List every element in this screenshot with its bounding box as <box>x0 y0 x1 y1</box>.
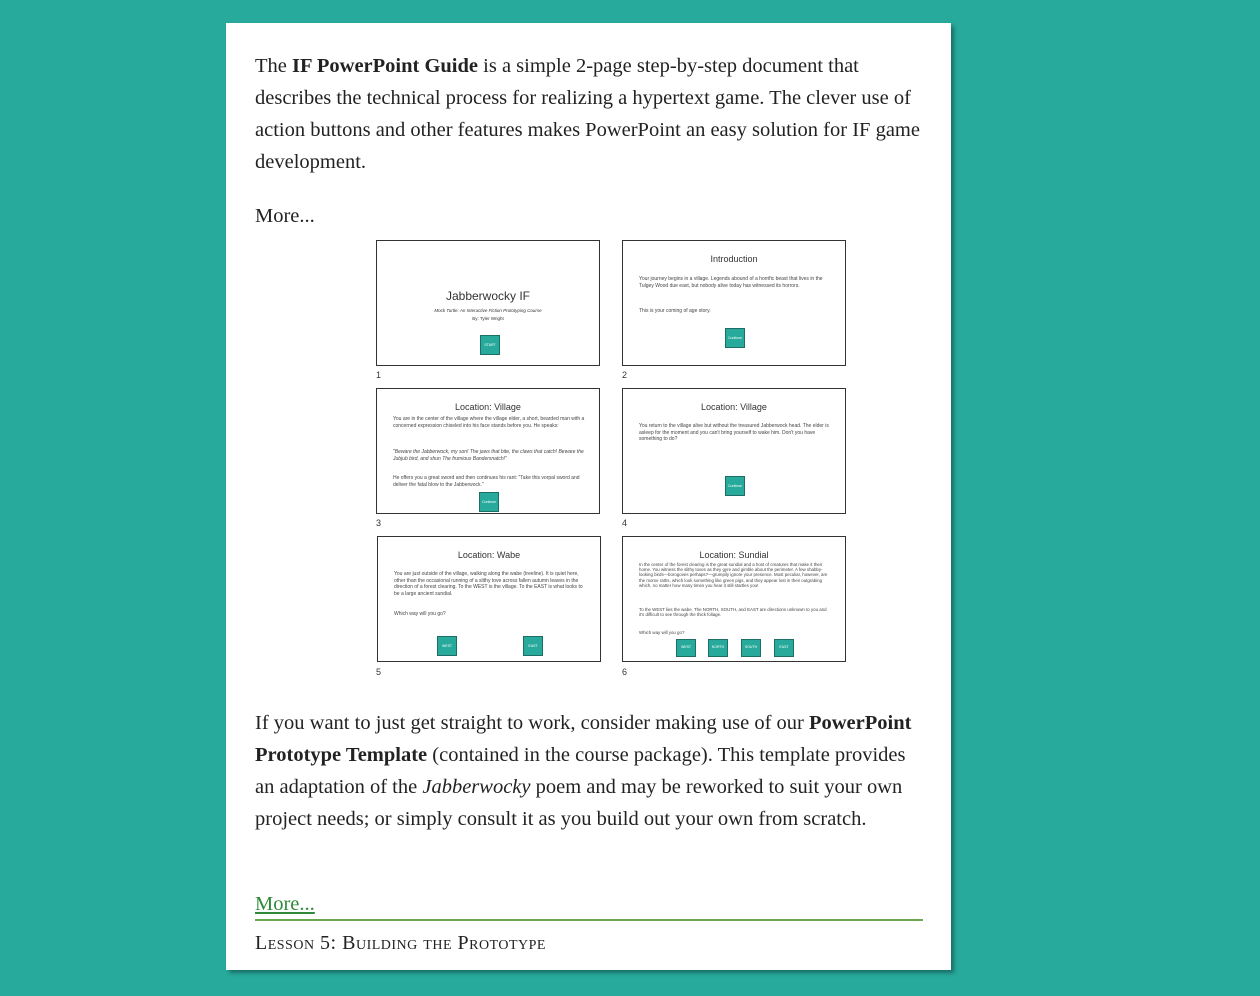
slide-text: Your journey begins in a village. Legends abound of a horrific beast that lives in the Tulgey Wood due east, but nobody alive today has witnessed its horrors. <box>639 276 823 289</box>
west-button[interactable]: WEST <box>437 636 457 656</box>
slide-thumbnail-3[interactable] <box>376 388 600 514</box>
slide-text: In the center of the forest clearing is the great sundial and a host of creatures that make it their home. You witness the slithy toves as they gyre and gimble about the perimeter. A few shabby-looking birds—borogoves perhaps?—grumpily ignore your presence. Most peculiar, however, are the mome raths, which look something like green pigs, and they appear lost in their outgrabing which, no matter how many times you hear it still startles you! <box>639 562 828 588</box>
content-page <box>226 23 951 970</box>
slide-number: 4 <box>622 518 628 528</box>
slide-text: You return to the village alive but without the treasured Jabberwock head. The elder is asleep for the moment and you can't bring yourself to wake him. Don't you have something to do? <box>639 423 829 442</box>
slide-thumbnail-2[interactable] <box>622 240 846 366</box>
slide-text: He offers you a great sword and then continues his rant: "Take this vorpal sword and deliver the fatal blow to the Jabberwock." <box>393 475 580 488</box>
slide-thumbnail-1[interactable] <box>376 240 600 366</box>
continue-button[interactable]: Continue <box>725 328 745 348</box>
slide-text: This is your coming of age story. <box>639 308 711 314</box>
slide-thumbnail-5[interactable] <box>377 536 601 662</box>
template-bold-name: PowerPoint Prototype Template <box>255 712 912 766</box>
intro-text-end: is a simple 2-page step-by-step document that describes the technical process for realizing a hypertext game. The clever use of action buttons and other features makes PowerPoint an easy solution for IF game development. <box>255 55 920 173</box>
slide-title: Jabberwocky IF <box>445 289 531 303</box>
west-button[interactable]: WEST <box>676 639 696 657</box>
slide-title: Location: Wabe <box>457 550 521 560</box>
east-button[interactable]: EAST <box>774 639 794 657</box>
slide-thumbnail-6[interactable] <box>622 536 846 662</box>
slide-title: Location: Sundial <box>699 550 769 560</box>
continue-button[interactable]: Continue <box>725 476 745 496</box>
intro-paragraph <box>255 50 923 178</box>
slide-author: By: Tyler Wright <box>472 316 504 321</box>
template-text-mid: (contained in the course package). This template provides an adaptation of the <box>255 744 906 798</box>
slide-subtitle: Mock Turtle: An Interactive Fiction Prototyping Course <box>434 308 542 313</box>
south-button[interactable]: SOUTH <box>741 639 761 657</box>
slide-prompt: Which way will you go? <box>639 630 685 635</box>
more-text: More... <box>255 205 315 227</box>
slide-number: 1 <box>376 370 382 380</box>
slide-thumbnails <box>376 240 846 680</box>
slide-text: You are in the center of the village where the village elder, a short, bearded man with a concerned expression chiseled into his face stands before you. He speaks: <box>393 416 585 429</box>
template-paragraph <box>255 707 923 835</box>
slide-number: 5 <box>376 667 382 677</box>
divider <box>255 919 923 921</box>
template-text-start: If you want to just get straight to work, consider making use of our <box>255 712 809 734</box>
lesson-footer: Lesson 5: Building the Prototype <box>255 932 546 954</box>
slide-text: You are just outside of the village, walking along the wabe (treeline). It is quiet here, other than the occasional running of a slithy tove across fallen autumn leaves in the direction of a forest clearing. To the WEST is the village. To the EAST is what looks to be a large ancient sundial. <box>394 571 583 597</box>
slide-thumbnail-4[interactable] <box>622 388 846 514</box>
slide-quote: "Beware the Jabberwock, my son! The jaws that bite, the claws that catch! Beware the Jubjub bird, and shun The frumious Bandersnatch!" <box>393 449 584 462</box>
east-button[interactable]: EAST <box>523 636 543 656</box>
north-button[interactable]: NORTH <box>708 639 728 657</box>
slide-title: Introduction <box>710 254 758 264</box>
start-button[interactable]: START <box>480 335 500 355</box>
slide-number: 6 <box>622 667 628 677</box>
slide-number: 3 <box>376 518 382 528</box>
template-text-end: poem and may be reworked to suit your own project needs; or simply consult it as you build out your own from scratch. <box>255 776 903 830</box>
intro-text-start: The <box>255 55 292 77</box>
slide-prompt: Which way will you go? <box>394 611 446 617</box>
slide-text: To the WEST lies the wabe. The NORTH, SOUTH, and EAST are directions unknown to you and it's difficult to see through the thick foliage. <box>639 607 827 618</box>
template-italic-title: Jabberwocky <box>422 776 531 798</box>
slide-title: Location: Village <box>455 402 521 412</box>
continue-button[interactable]: Continue <box>479 492 499 512</box>
more-link[interactable]: More... <box>255 893 315 915</box>
intro-bold-guide: IF PowerPoint Guide <box>292 55 479 77</box>
slide-title: Location: Village <box>701 402 767 412</box>
slide-number: 2 <box>622 370 628 380</box>
